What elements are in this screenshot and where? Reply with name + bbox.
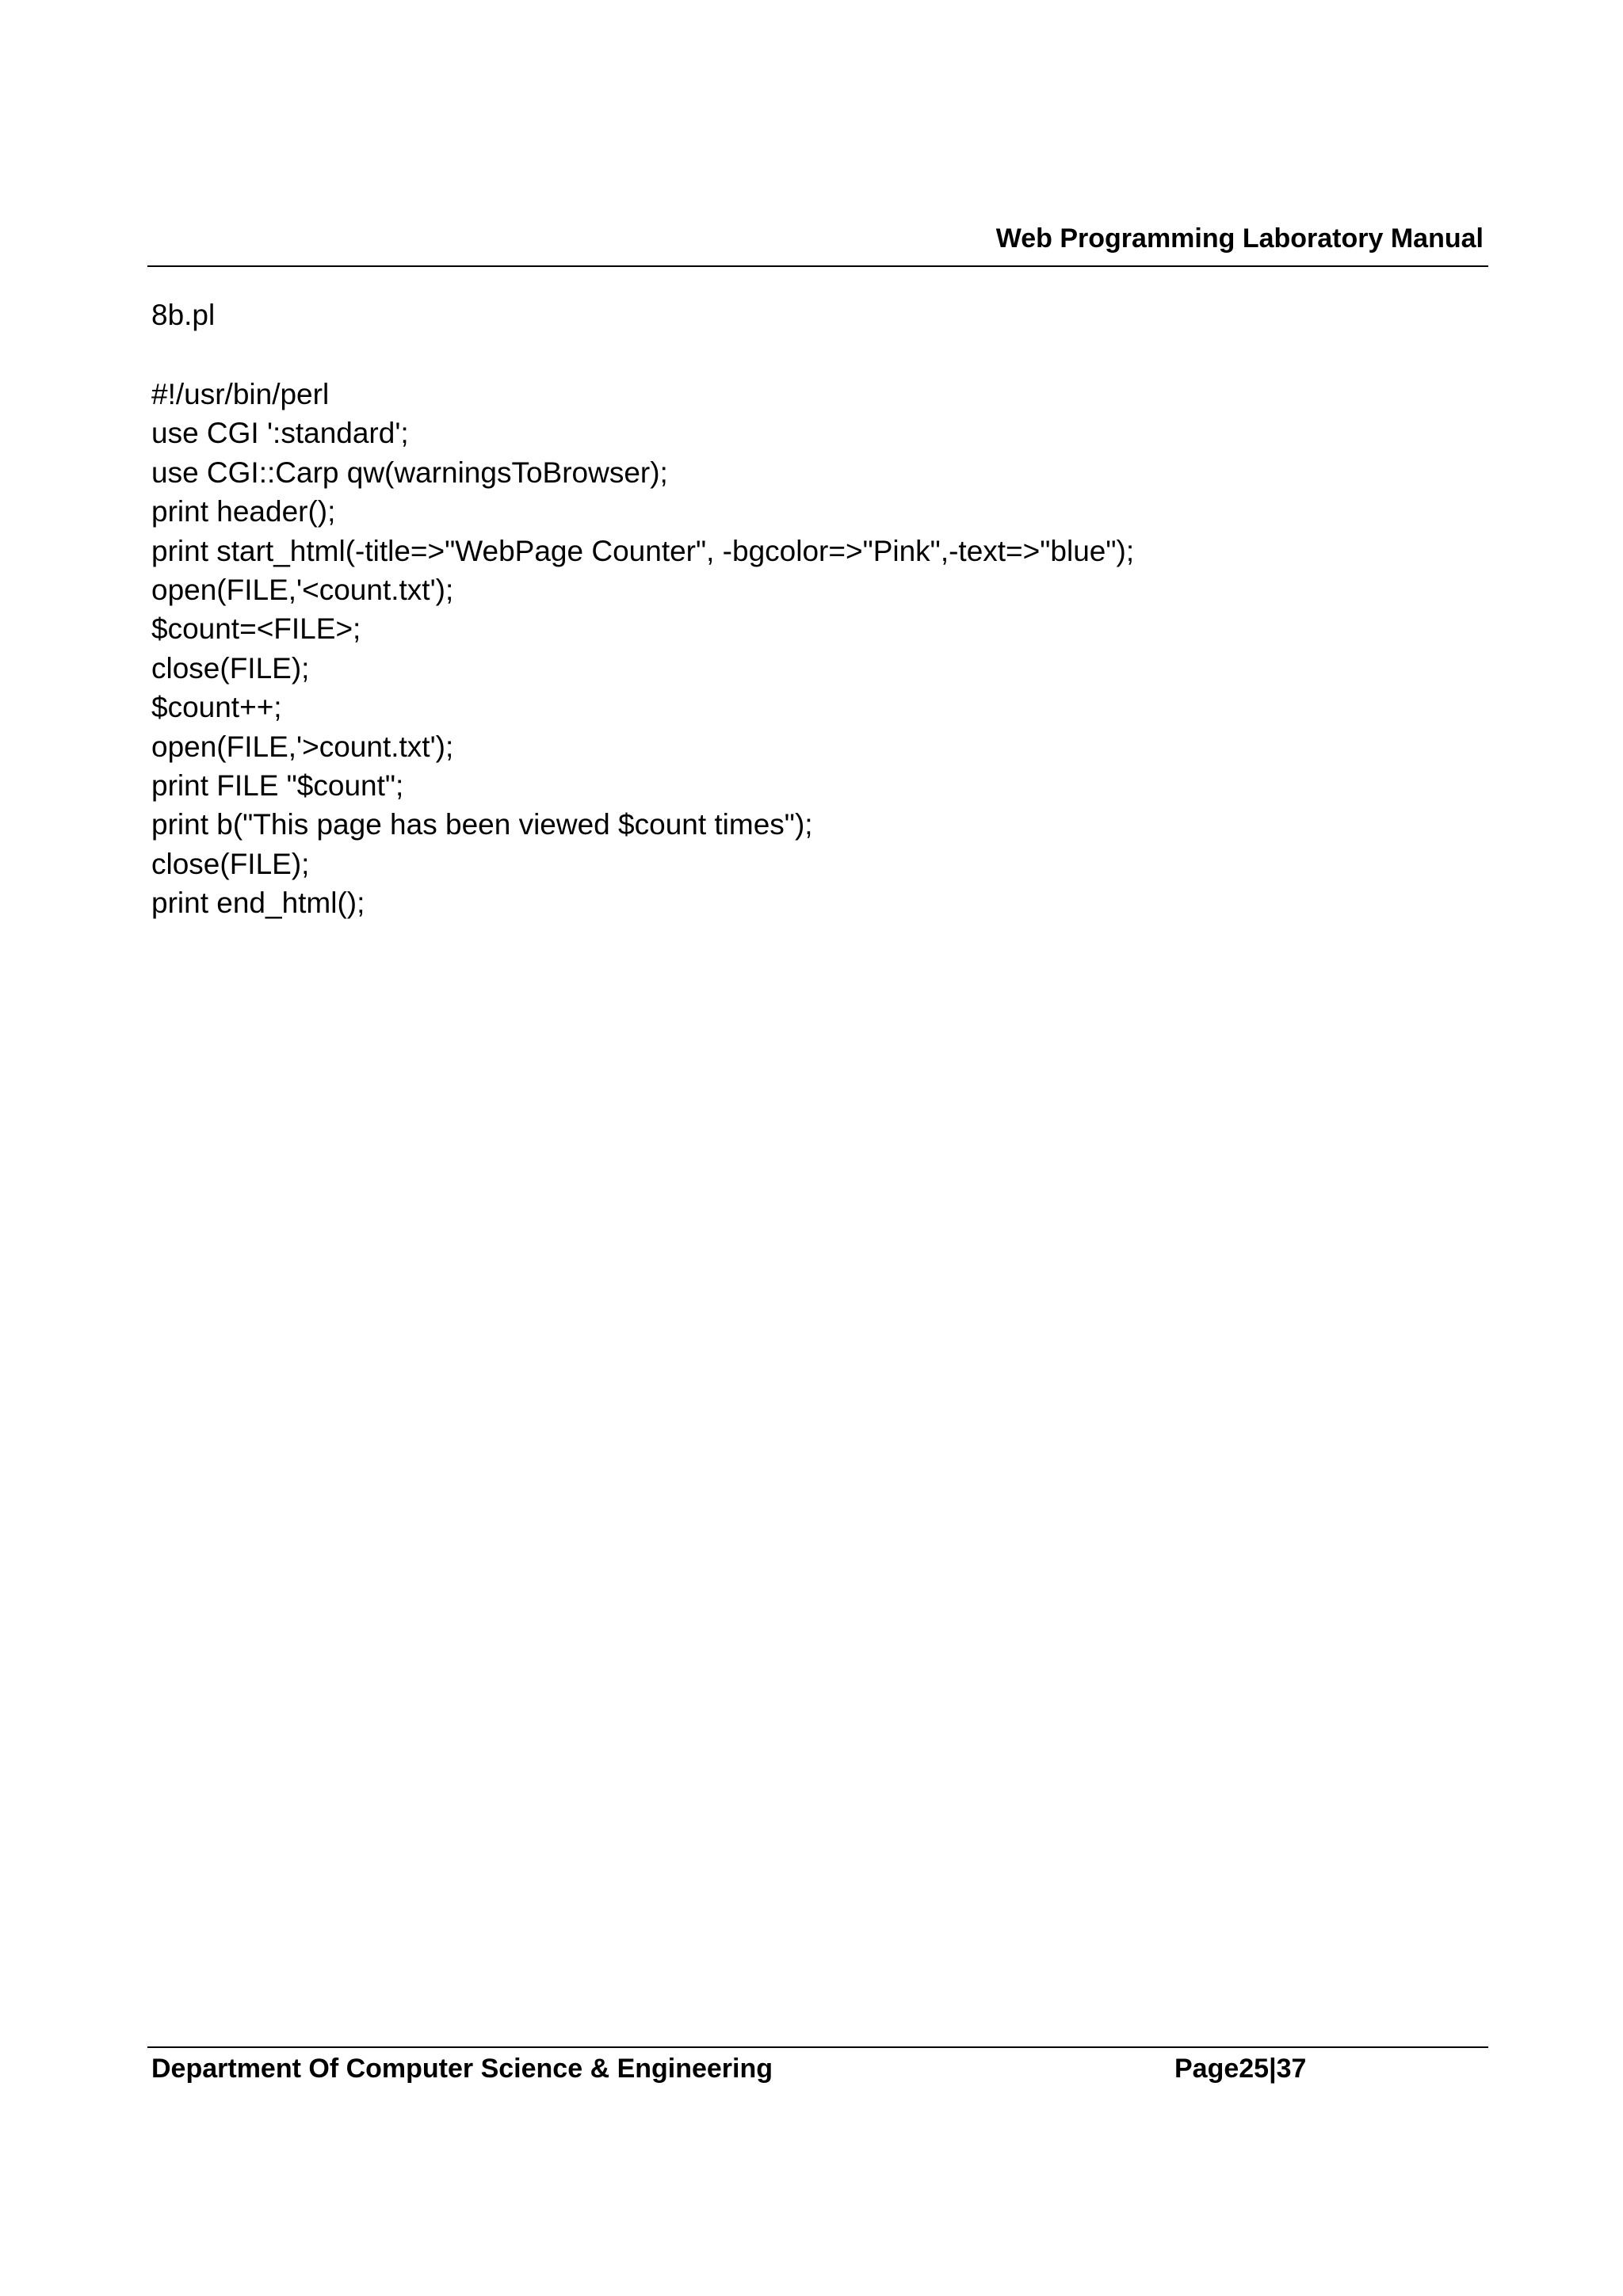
code-line: print start_html(-title=>"WebPage Counter", -bgcolor=>"Pink",-text=>"blue"); — [151, 534, 1135, 567]
code-line: open(FILE,'>count.txt'); — [151, 730, 454, 763]
header-divider — [147, 265, 1488, 267]
code-line: close(FILE); — [151, 847, 310, 880]
code-line: close(FILE); — [151, 651, 310, 685]
code-line: print FILE "$count"; — [151, 769, 404, 802]
code-line: print end_html(); — [151, 887, 365, 920]
code-line: print header(); — [151, 495, 336, 528]
code-line: $count=<FILE>; — [151, 612, 361, 646]
footer-divider — [147, 2046, 1488, 2048]
code-line: use CGI::Carp qw(warningsToBrowser); — [151, 456, 668, 489]
footer-department: Department Of Computer Science & Engineering — [151, 2054, 773, 2084]
code-line: open(FILE,'<count.txt'); — [151, 573, 454, 606]
perl-source-code — [151, 375, 1134, 922]
page-number: Page25|37 — [1174, 2054, 1307, 2084]
program-file-name: 8b.pl — [151, 299, 216, 331]
code-line: $count++; — [151, 691, 282, 724]
code-line: #!/usr/bin/perl — [151, 378, 330, 410]
running-header-title: Web Programming Laboratory Manual — [995, 223, 1484, 254]
code-line: use CGI ':standard'; — [151, 417, 409, 450]
code-line: print b("This page has been viewed $count times"); — [151, 808, 813, 841]
